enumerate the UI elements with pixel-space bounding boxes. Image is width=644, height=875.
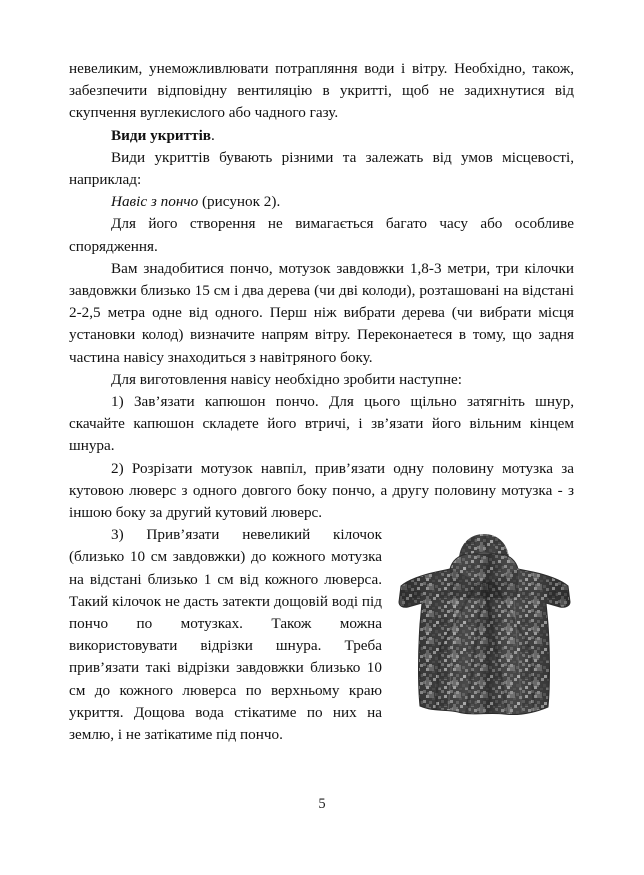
paragraph-shelter-types-depend: Види укриттів бувають різними та залежать від умов місцевості, наприклад: — [69, 148, 574, 189]
caption-figure-number: (рисунок 2). — [198, 193, 281, 211]
paragraph-materials-needed: Вам знадобитися пончо, мотузок завдовжки 1,8-3 метри, три кілочки завдовжки близько 15 см і два дерева (чи дві колоди), розташовані на відстані 2-2,5 метра одне від одного. Перш ніж вибрати дерева (чи вибрати місця установки колод) визначите напрям вітру. Переконаетеся в тому, що задня частина навісу знаходиться з навітряного боку. — [69, 259, 574, 366]
paragraph-step-2: 2) Розрізати мотузок навпіл, прив’язати одну половину мотузка за кутовою люверс з одного довгого боку пончо, а другу половину мотузка - з іншою боку за другий кутовий люверс. — [69, 459, 574, 522]
poncho-photo — [396, 528, 574, 726]
paragraph-intro: невеликим, унеможливлювати потрапляння води і вітру. Необхідно, також, забезпечити відповідну вентиляцію в укритті, щоб не задихнутися від скупчення вуглекислого або чадного газу. — [69, 60, 574, 122]
paragraph-figure-caption-reference — [69, 191, 574, 213]
paragraph-step-1: 1) Зав’язати капюшон пончо. Для цього щільно затягніть шнур, скачайте капюшон складете його втричі, і зв’язати його вільним кінцем шнура. — [69, 393, 574, 455]
heading-trailing-punctuation: . — [211, 126, 215, 144]
paragraph-heading-shelter-types — [69, 125, 574, 147]
heading-lead-bold: Види укриттів — [111, 126, 211, 144]
body-text-column — [69, 58, 574, 746]
paragraph-steps-intro: Для виготовлення навісу необхідно зробити наступне: — [111, 370, 462, 388]
paragraph-step-3: 3) Прив’язати невеликий кілочок (близько 10 см завдовжки) до кожного мотузка на відстані близько 1 см від кожного люверса. Такий кілочок не дасть затекти дощовій воді під пончо по мотузках. Також можна використовувати відрізки шнура. Треба прив’язати такі відрізки завдовжки близько 10 см до кожного люверса по верхньому краю укриття. Дощова вода стікатиме по них на землю, і не затікатиме під пончо. — [69, 526, 382, 744]
caption-lead-italic: Навіс з пончо — [111, 193, 199, 211]
paragraph-no-special-gear: Для його створення не вимагається багато часу або особливе спорядження. — [69, 215, 574, 255]
figure-poncho — [396, 528, 574, 726]
page-number: 5 — [318, 796, 326, 812]
